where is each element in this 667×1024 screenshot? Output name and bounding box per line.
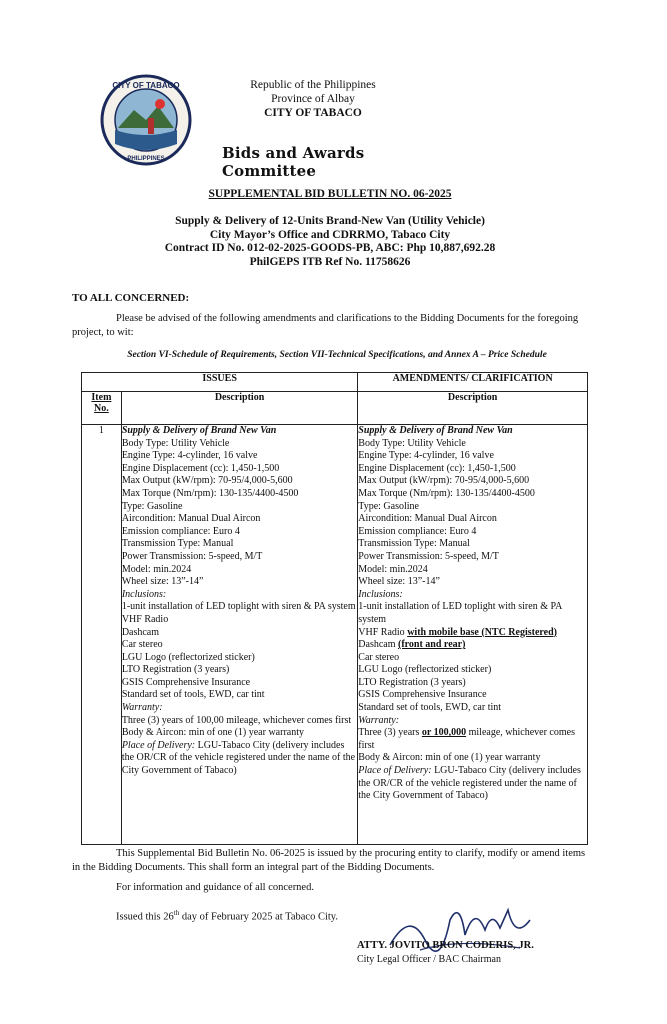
province-line: Province of Albay [271,93,355,105]
inclusion-line: LTO Registration (3 years) [121,664,230,676]
dashcam-amendment: (front and rear) [398,639,466,651]
inclusion-line: 1-unit installation of LED toplight with siren & PA system [358,601,562,625]
seal-bottom-text: PHILIPPINES [127,156,165,162]
spec-line: Engine Type: 4-cylinder, 16 valve [358,450,494,462]
issues-header: ISSUES [82,373,358,392]
issued-text: day of February 2025 at Tabaco City. [179,911,338,923]
warranty-label: Warranty: [358,714,400,726]
amendments-table [81,372,588,845]
republic-line: Republic of the Philippines [250,79,376,91]
inclusion-line: LGU Logo (reflectorized sticker) [121,651,255,663]
letterhead [248,78,378,120]
warranty-label: Warranty: [121,702,163,714]
spec-line: Engine Type: 4-cylinder, 16 valve [121,450,258,462]
warranty-mileage: Three (3) years of 100,00 mileage, whichever comes first [121,714,352,726]
bulletin-title: SUPPLEMENTAL BID BULLETIN NO. 06-2025 [208,188,452,200]
spec-line: Model: min.2024 [121,563,192,575]
inclusion-line: LTO Registration (3 years) [358,676,466,688]
delivery-text: LGU-Tabaco City (delivery includes the OR/CR of the vehicle registered under the name of the City Government of Tabaco) [121,739,356,777]
spec-line: Engine Displacement (cc): 1,450-1,500 [358,462,516,474]
delivery-label: Place of Delivery: [121,739,196,751]
inclusions-label: Inclusions: [121,588,167,600]
closing-paragraph: This Supplemental Bid Bulletin No. 06-2025 is issued by the procuring entity to clarify, modify or amend items in the Bidding Documents. This shall form an integral part of the Bidding Documents. [72,848,586,873]
inclusion-line: 1-unit installation of LED toplight with siren & PA system [121,601,356,613]
item-number: 1 [82,425,122,845]
delivery-text: LGU-Tabaco City (delivery includes the OR/CR of the vehicle registered under the name of the City Government of Tabaco) [358,765,581,802]
item-no-line: No. [94,403,109,414]
seal-top-text: CITY OF TABACO [112,81,180,90]
subject-line: Contract ID No. 012-02-2025-GOODS-PB, ABC: Php 10,887,692.28 [164,242,496,254]
committee-name: Bids and Awards Committee [222,144,365,180]
warranty-plain: Three (3) years [358,727,422,739]
inclusion-line: Car stereo [121,639,163,651]
inclusion-line: LGU Logo (reflectorized sticker) [358,664,492,676]
inclusion-line: Dashcam [121,626,160,638]
inclusion-line: Standard set of tools, EWD, car tint [121,689,265,701]
issued-ordinal: th [173,909,180,917]
spec-line: Wheel size: 13”-14” [121,576,204,588]
amendments-description [358,425,588,845]
warranty-body: Body & Aircon: min of one (1) year warranty [121,727,304,739]
spec-line: Model: min.2024 [358,563,428,575]
spec-line: Max Output (kW/rpm): 70-95/4,000-5,600 [121,475,293,487]
issues-description-header: Description [121,392,357,425]
intro-paragraph: Please be advised of the following amendments and clarifications to the Bidding Documents for the foregoing project, to wit: [72,313,579,338]
city-line: CITY OF TABACO [264,107,362,119]
amendments-header: AMENDMENTS/ CLARIFICATION [358,373,588,392]
dashcam-plain: Dashcam [358,639,398,651]
spec-line: Aircondition: Manual Dual Aircon [358,513,497,525]
inclusion-line: Car stereo [358,651,400,663]
vhf-plain: VHF Radio [358,626,408,638]
warranty-plain: mileage, whichever comes first [358,727,575,751]
inclusion-line: VHF Radio [121,613,169,625]
inclusion-line: GSIS Comprehensive Insurance [121,676,251,688]
spec-line: Max Torque (Nm/rpm): 130-135/4400-4500 [358,487,535,499]
warranty-body: Body & Aircon: min of one (1) year warranty [358,752,541,764]
delivery-block [122,740,357,778]
inclusions-label: Inclusions: [358,588,403,600]
spec-line: Wheel size: 13”-14” [358,576,440,588]
spec-line: Type: Gasoline [121,500,183,512]
spec-line: Max Output (kW/rpm): 70-95/4,000-5,600 [358,475,530,487]
city-seal-logo [100,74,192,166]
spec-line: Power Transmission: 5-speed, M/T [121,550,263,562]
subject-block [120,215,540,269]
spec-line: Type: Gasoline [358,500,419,512]
spec-line: Max Torque (Nm/rpm): 130-135/4400-4500 [121,487,299,499]
amendments-title: Supply & Delivery of Brand New Van [358,425,513,436]
vhf-line [358,627,587,640]
spec-line: Emission compliance: Euro 4 [121,525,240,537]
subject-line: PhilGEPS ITB Ref No. 11758626 [249,255,411,268]
issues-description [121,425,357,845]
section-heading: Section VI-Schedule of Requirements, Section VII-Technical Specifications, and Annex A – Price Schedule [127,350,547,360]
subject-line: Supply & Delivery of 12-Units Brand-New Van (Utility Vehicle) [175,215,485,227]
signatory-name: ATTY. JOVITO BRON CODERIS, JR. [357,940,534,951]
amendments-description-header: Description [358,392,588,425]
item-no-line: Item [91,392,112,403]
spec-line: Transmission Type: Manual [121,538,234,550]
inclusion-line: GSIS Comprehensive Insurance [358,689,487,701]
issues-title: Supply & Delivery of Brand New Van [121,425,277,436]
dashcam-line [358,639,587,652]
spec-line: Body Type: Utility Vehicle [358,437,466,449]
signatory-title: City Legal Officer / BAC Chairman [357,954,501,965]
delivery-label: Place of Delivery: [358,765,432,777]
delivery-block [358,765,587,803]
warranty-mileage [358,727,587,752]
spec-line: Transmission Type: Manual [358,538,470,550]
subject-line: City Mayor’s Office and CDRRMO, Tabaco City [209,228,451,241]
item-no-header [82,392,122,425]
spec-line: Engine Displacement (cc): 1,450-1,500 [121,462,280,474]
issued-text: Issued this 26 [116,911,174,923]
salutation: TO ALL CONCERNED: [72,292,190,304]
spec-line: Body Type: Utility Vehicle [121,437,230,449]
vhf-amendment: with mobile base (NTC Registered) [407,626,557,638]
spec-line: Power Transmission: 5-speed, M/T [358,550,499,562]
spec-line: Emission compliance: Euro 4 [358,525,477,537]
guidance-line: For information and guidance of all concerned. [116,882,314,893]
spec-line: Aircondition: Manual Dual Aircon [121,513,261,525]
inclusion-line: Standard set of tools, EWD, car tint [358,702,502,714]
warranty-amendment: or 100,000 [421,727,467,739]
issued-line [116,906,636,925]
